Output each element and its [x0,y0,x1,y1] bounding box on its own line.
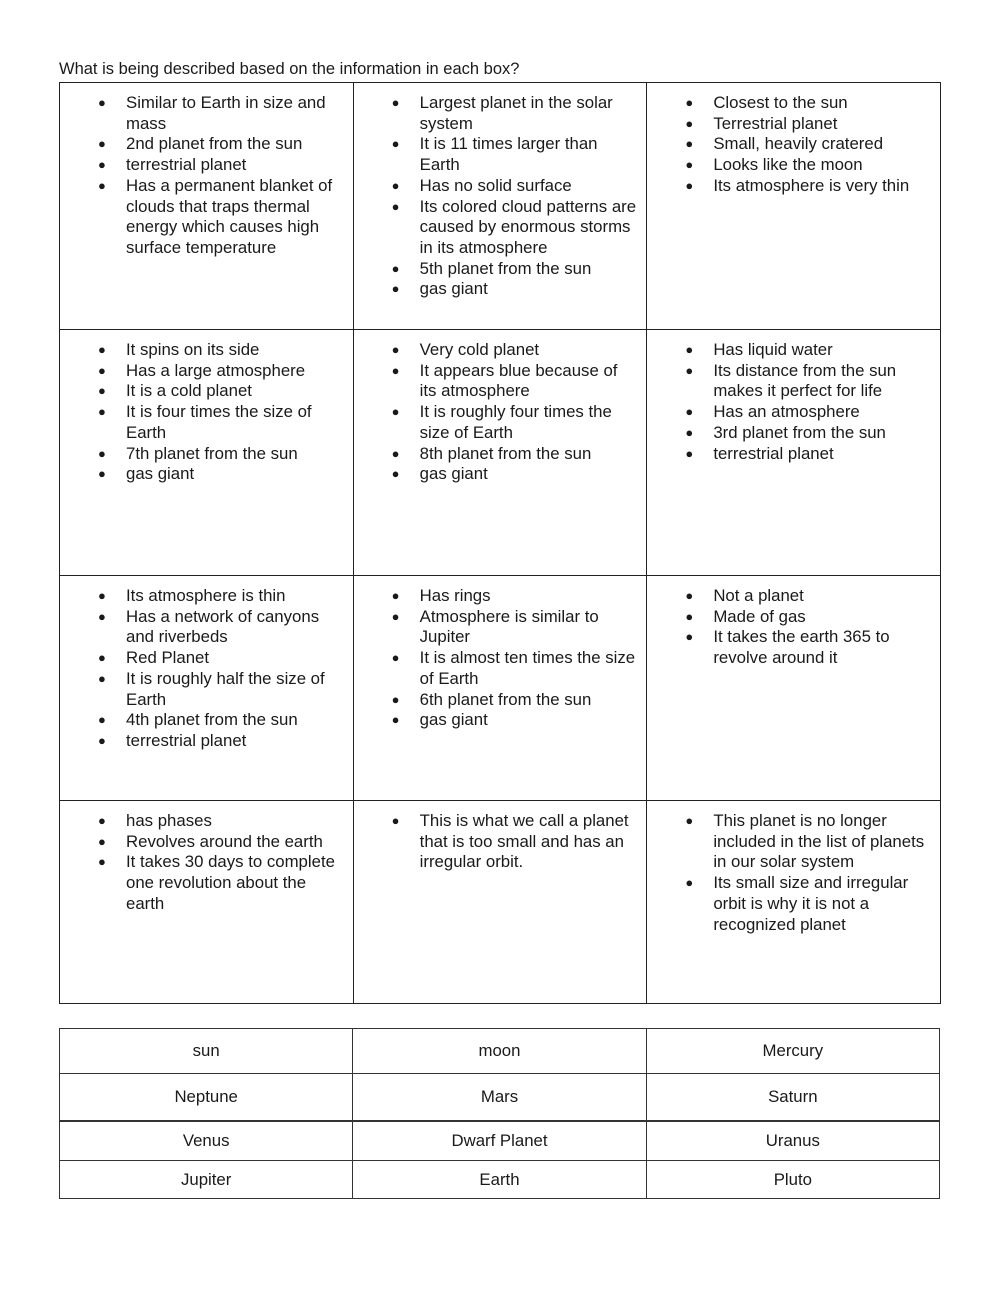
clue-box [647,801,941,1004]
clue-item: ● gas giant [391,464,488,484]
bullet-icon: ● [391,445,400,461]
answer-bank [59,1028,940,1199]
answer-option: Saturn [646,1074,939,1122]
answer-row [60,1161,940,1199]
answer-option: sun [60,1029,353,1074]
bullet-icon: ● [98,342,106,357]
answer-option: Jupiter [60,1161,353,1199]
clue-row [60,576,941,801]
clue-box [60,330,354,576]
clue-grid [59,82,941,1004]
clue-item: ● Red Planet [98,648,210,668]
bullet-icon: ● [391,608,400,624]
clue-item: ● It is a cold planet [98,381,252,401]
bullet-icon: ● [98,650,106,666]
bullet-icon: ● [391,466,400,482]
clue-item: ● 4th planet from the sun [98,710,298,730]
answer-option: Earth [353,1161,646,1199]
answer-option: Venus [60,1121,353,1161]
clue-item: ● Has an atmosphere [685,402,860,422]
answer-option: Dwarf Planet [353,1121,646,1161]
clue-item: ● It is almost ten times the size of Earth [391,648,636,688]
clue-item: ● This is what we call a planet that is too small and has an irregular orbit. [391,811,629,872]
clue-item: ● Revolves around the earth [98,831,323,851]
bullet-icon: ● [391,691,400,707]
clue-item: ● 6th planet from the sun [391,689,592,709]
bullet-icon: ● [685,157,694,173]
clue-item: ● gas giant [391,279,488,299]
clue-item: ● It takes the earth 365 to revolve around it [685,627,890,668]
bullet-icon: ● [685,95,694,110]
bullet-icon: ● [98,383,106,399]
bullet-icon: ● [98,854,106,870]
bullet-icon: ● [98,588,106,603]
clue-item: ● Terrestrial planet [685,113,838,133]
bullet-icon: ● [685,115,694,131]
bullet-icon: ● [98,732,106,748]
clue-item: ● 5th planet from the sun [391,258,592,278]
bullet-icon: ● [685,404,694,420]
clue-item: ● 3rd planet from the sun [685,422,886,442]
clue-item: ● Has no solid surface [391,175,572,195]
bullet-icon: ● [98,712,106,728]
bullet-icon: ● [685,445,694,461]
bullet-icon: ● [685,588,694,603]
answer-option: Pluto [646,1161,939,1199]
bullet-icon: ● [98,608,106,624]
clue-item: ● Small, heavily cratered [685,134,884,154]
clue-item: ● terrestrial planet [98,155,247,175]
clue-item: ● Made of gas [685,606,806,626]
clue-item: ● Looks like the moon [685,155,863,175]
bullet-icon: ● [391,813,400,828]
bullet-icon: ● [98,177,106,193]
clue-box [60,83,354,330]
clue-item: ● 7th planet from the sun [98,443,298,463]
bullet-icon: ● [98,670,106,686]
clue-item: ● gas giant [391,710,488,730]
bullet-icon: ● [685,362,694,378]
bullet-icon: ● [391,712,400,728]
bullet-icon: ● [391,198,400,214]
worksheet-question: What is being described based on the information in each box? [59,60,520,78]
bullet-icon: ● [391,177,400,193]
bullet-icon: ● [98,95,106,110]
bullet-icon: ● [391,588,400,603]
clue-item: ● 8th planet from the sun [391,443,592,463]
clue-row [60,801,941,1004]
bullet-icon: ● [391,362,400,378]
clue-box [353,576,647,801]
bullet-icon: ● [98,157,106,173]
bullet-icon: ● [98,445,106,461]
clue-item: ● Has a permanent blanket of clouds that traps thermal energy which causes high surface temperature [98,175,333,257]
bullet-icon: ● [98,466,106,482]
clue-box [353,801,647,1004]
clue-item: ● It is roughly four times the size of Earth [391,402,612,442]
clue-row [60,83,941,330]
clue-item: ● It takes 30 days to complete one revolution about the earth [98,852,335,913]
clue-item: ● 2nd planet from the sun [98,134,303,154]
bullet-icon: ● [98,136,106,152]
bullet-icon: ● [685,629,694,645]
clue-item: ● Its small size and irregular orbit is why it is not a recognized planet [685,873,909,934]
answer-row [60,1029,940,1074]
clue-item: ● Has rings [391,586,491,605]
clue-item: ● Not a planet [685,586,804,605]
clue-box [647,576,941,801]
bullet-icon: ● [685,608,694,624]
clue-box [647,83,941,330]
answer-option: moon [353,1029,646,1074]
bullet-icon: ● [391,342,400,357]
clue-item: ● has phases [98,811,212,830]
clue-item: ● Its atmosphere is thin [98,586,286,605]
bullet-icon: ● [685,342,694,357]
bullet-icon: ● [685,875,694,891]
clue-box [353,83,647,330]
answer-option: Mercury [646,1029,939,1074]
clue-box [353,330,647,576]
clue-item: ● It appears blue because of its atmosphere [391,360,618,401]
bullet-icon: ● [685,136,694,152]
answer-row [60,1074,940,1122]
clue-item: ● Very cold planet [391,340,540,359]
answer-row [60,1121,940,1161]
clue-item: ● Has liquid water [685,340,833,359]
clue-item: ● Closest to the sun [685,93,848,112]
bullet-icon: ● [98,362,106,378]
clue-item: ● Atmosphere is similar to Jupiter [391,606,599,647]
bullet-icon: ● [391,260,400,276]
clue-item: ● It is 11 times larger than Earth [391,134,598,175]
clue-item: ● It spins on its side [98,340,260,359]
bullet-icon: ● [391,281,400,297]
clue-item: ● It is four times the size of Earth [98,402,312,442]
clue-item: ● terrestrial planet [98,730,247,750]
bullet-icon: ● [685,177,694,193]
clue-box [647,330,941,576]
bullet-icon: ● [685,424,694,440]
bullet-icon: ● [98,833,106,849]
bullet-icon: ● [98,813,106,828]
clue-item: ● Largest planet in the solar system [391,93,613,133]
clue-item: ● It is roughly half the size of Earth [98,668,325,709]
clue-box [60,801,354,1004]
clue-item: ● This planet is no longer included in the list of planets in our solar system [685,811,925,872]
bullet-icon: ● [391,404,400,420]
bullet-icon: ● [98,404,106,420]
clue-item: ● Has a large atmosphere [98,360,306,380]
answer-option: Mars [353,1074,646,1122]
answer-option: Neptune [60,1074,353,1122]
bullet-icon: ● [391,95,400,110]
clue-item: ● Its atmosphere is very thin [685,175,910,195]
bullet-icon: ● [391,136,400,152]
clue-item: ● terrestrial planet [685,443,834,463]
clue-item: ● Its distance from the sun makes it perfect for life [685,360,897,401]
clue-item: ● Has a network of canyons and riverbeds [98,606,320,647]
clue-item: ● Similar to Earth in size and mass [98,93,326,133]
clue-item: ● Its colored cloud patterns are caused by enormous storms in its atmosphere [391,196,637,257]
clue-box [60,576,354,801]
bullet-icon: ● [685,813,694,828]
clue-item: ● gas giant [98,464,195,484]
bullet-icon: ● [391,650,400,666]
clue-row [60,330,941,576]
answer-option: Uranus [646,1121,939,1161]
